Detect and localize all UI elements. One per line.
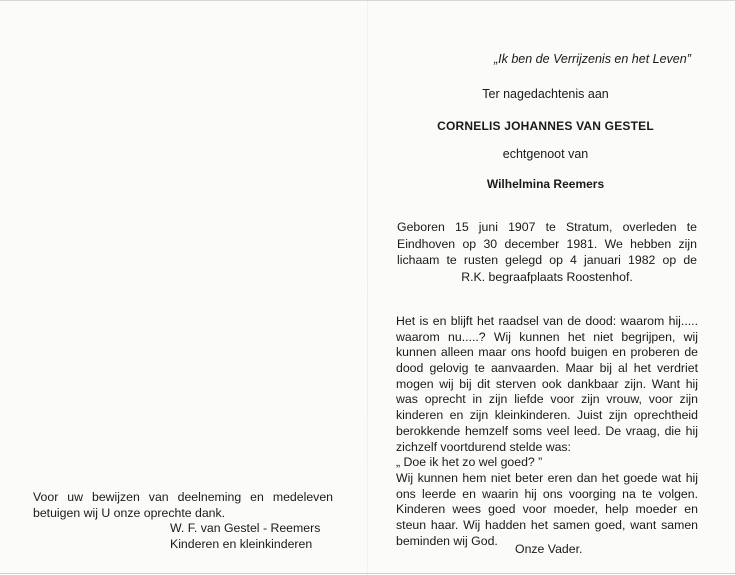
text-line: Het is en blijft het raadsel van de dood: waarom hij.....	[396, 314, 698, 328]
right-page	[368, 1, 735, 575]
biography-line: R.K. begraafplaats Roostenhof.	[461, 269, 633, 284]
text-line: „ Doe ik het zo wel goed? ”	[396, 455, 543, 470]
memorial-text	[396, 314, 698, 549]
text-line: steun haar. Wij hadden het samen goed, want samen	[396, 517, 698, 532]
biography-line: lichaam te rusten gelegd op 4 januari 1982 op de	[397, 253, 697, 267]
text-line: Kinderen wees goed voor moeder, help moeder en	[396, 502, 698, 517]
text-line: ons leerde en waarin hij ons voorging na te volgen.	[396, 486, 698, 501]
text-line: mogen wij bij dit sterven ook dankbaar zijn. Want hij	[396, 376, 698, 391]
motto: „Ik ben de Verrijzenis en het Leven”	[494, 52, 691, 66]
text-line: was oprecht in zijn liefde voor zijn vrouw, voor zijn	[396, 392, 698, 407]
biography-line: Eindhoven op 30 december 1981. We hebben zijn	[397, 236, 697, 251]
text-line: zichzelf voortdurend stelde was:	[396, 439, 571, 454]
text-line: beminden wij God.	[396, 533, 498, 548]
acknowledgement	[33, 490, 333, 552]
text-line: dood gelovig te aanvaarden. Maar bij al het verdriet	[396, 361, 698, 376]
deceased-name: CORNELIS JOHANNES VAN GESTEL	[437, 119, 654, 133]
spouse-label: echtgenoot van	[502, 147, 589, 161]
spouse-name: Wilhelmina Reemers	[486, 177, 605, 191]
family-signature: Kinderen en kleinkinderen	[170, 536, 313, 551]
left-page	[0, 1, 367, 575]
text-line: Wij kunnen hem niet beter eren dan het goede wat hij	[396, 470, 698, 485]
biography	[397, 219, 697, 285]
family-signature: W. F. van Gestel - Reemers	[170, 521, 321, 535]
text-line: kinderen en zijn kleinkinderen. Juist zijn oprechtheid	[396, 408, 698, 423]
closing-signature: Onze Vader.	[515, 542, 583, 556]
in-memory-heading: Ter nagedachtenis aan	[482, 87, 609, 101]
biography-line: Geboren 15 juni 1907 te Stratum, overleden te	[397, 220, 697, 234]
thanks-line: Voor uw bewijzen van deelneming en medeleven	[33, 490, 333, 504]
thanks-line: betuigen wij U onze oprechte dank.	[33, 505, 226, 520]
text-line: waarom nu.....? Wij kunnen het niet begrijpen, wij	[396, 329, 698, 344]
text-line: berokkende hemzelf soms veel leed. De vraag, die hij	[396, 423, 698, 438]
text-line: kunnen alleen maar ons hoofd buigen en proberen de	[396, 345, 698, 360]
